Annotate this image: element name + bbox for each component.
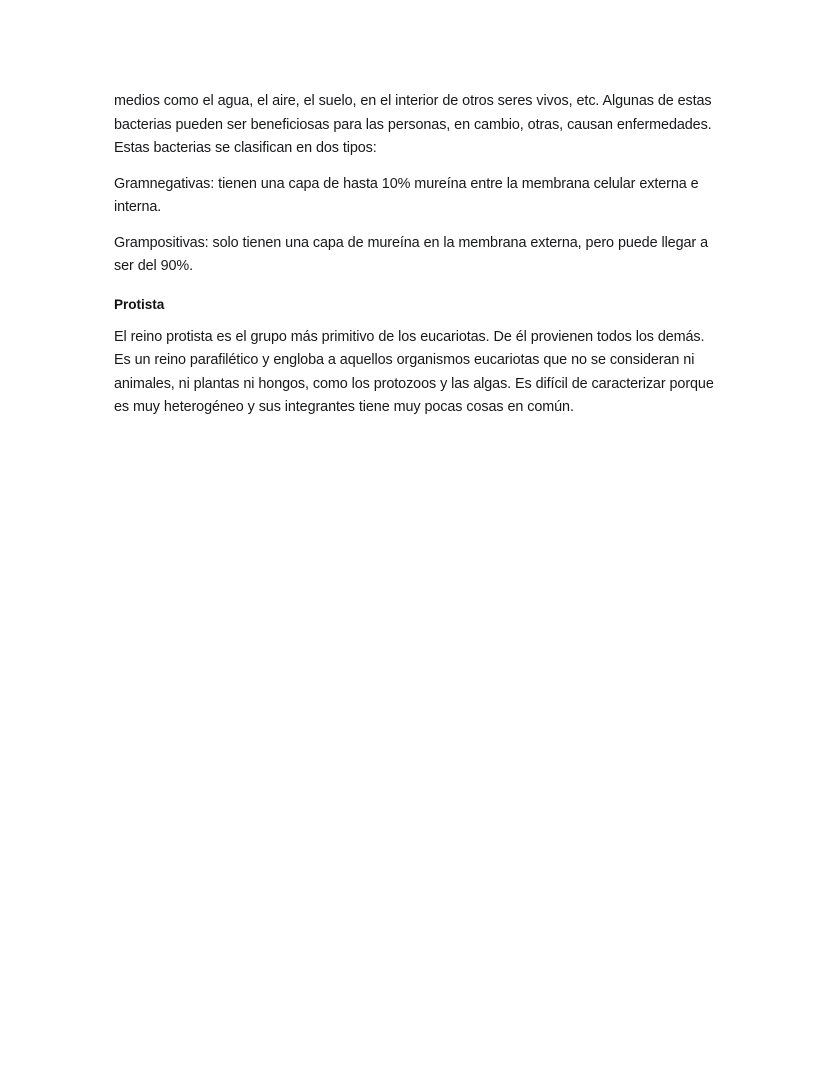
paragraph-protista-description: El reino protista es el grupo más primitivo de los eucariotas. De él provienen todos los demás. Es un reino parafilético y engloba a aquellos organismos eucariotas que no se consideran ni animales, ni plantas ni hongos, como los protozoos y las algas. Es difícil de caracterizar porque es muy heterogéneo y sus integrantes tiene muy pocas cosas en común.: [114, 328, 714, 415]
document-text-body: [114, 90, 714, 420]
paragraph-grampositivas: Grampositivas: solo tienen una capa de mureína en la membrana externa, pero puede llegar a ser del 90%.: [114, 234, 708, 274]
paragraph-bacteria-environments: medios como el agua, el aire, el suelo, en el interior de otros seres vivos, etc. Algunas de estas bacterias pueden ser beneficiosas para las personas, en cambio, otras, causan enfermedades. Estas bacterias se clasifican en dos tipos:: [114, 93, 712, 156]
paragraph-gramnegativas: Gramnegativas: tienen una capa de hasta 10% mureína entre la membrana celular externa e interna.: [114, 175, 699, 215]
heading-protista: Protista: [114, 296, 165, 312]
